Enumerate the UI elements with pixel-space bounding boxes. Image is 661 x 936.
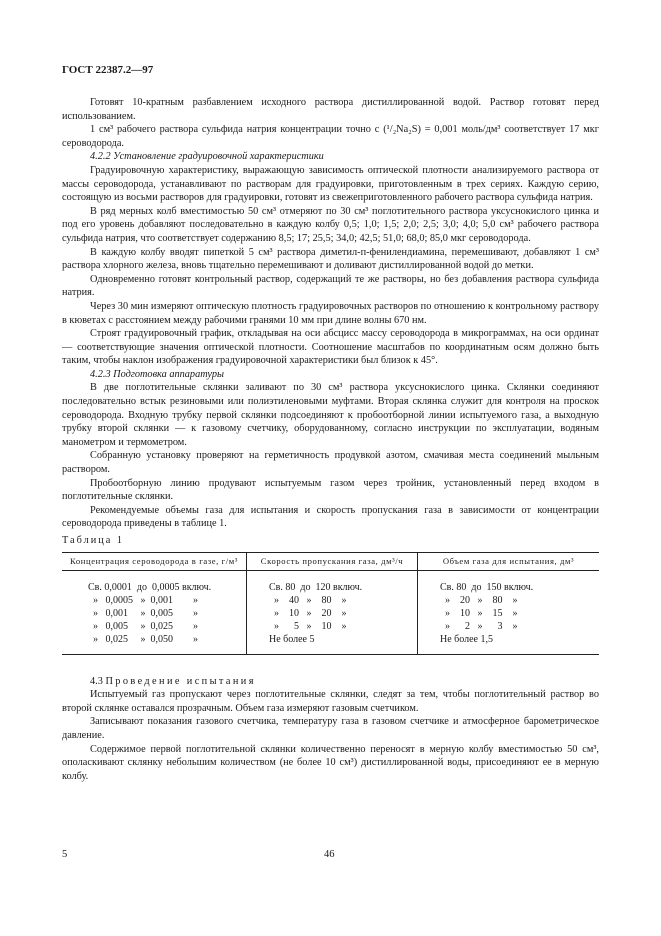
table-caption: Таблица 1: [62, 535, 125, 546]
paragraph: В две поглотительные склянки заливают по 30 см³ раствора уксуснокислого цинка. Склянки соединяют последовательно встык резиновыми или полиэтиленовыми муфтами. Вторая склянка служит для контроля на проскок сероводорода. Входную трубку первой склянки подсоединяют к пробоотборной линии испытуемого газа, а выходную трубку второй склянки — к газовому счетчику, оборудованному, согласно инструкции по эксплуатации, водяным манометром и термометром.: [62, 382, 599, 448]
document-body: [62, 96, 599, 783]
table-row: [62, 570, 599, 654]
table-cell: » 20 » 80 »: [440, 594, 518, 606]
table-cell: Св. 80 до 150 включ.: [440, 581, 534, 593]
table-cell: » 40 » 80 »: [269, 594, 347, 606]
table-column-flow-rate: [247, 570, 418, 654]
table-cell: » 2 » 3 »: [440, 620, 518, 632]
table-column-gas-volume: [418, 570, 600, 654]
page-number: 46: [324, 849, 335, 860]
paragraph: В каждую колбу вводят пипеткой 5 см³ раствора диметил-п-фенилендиамина, перемешивают, добавляют 1 см³ раствора хлорного железа, вновь тщательно перемешивают и доливают дистиллированной водой до метки.: [62, 246, 599, 272]
table-cell: » 0,025 » 0,050 »: [88, 633, 198, 645]
table-cell: Св. 0,0001 до 0,0005 включ.: [88, 581, 212, 593]
paragraph: Пробоотборную линию продувают испытуемым газом через тройник, установленный перед входом в поглотительные склянки.: [62, 477, 599, 503]
footer-left-number: 5: [62, 849, 68, 860]
table-cell: » 10 » 20 »: [269, 607, 347, 619]
table-column-concentration: [62, 570, 247, 654]
paragraph: Градуировочную характеристику, выражающую зависимость оптической плотности анализируемого раствора от массы сероводорода, устанавливают по растворам для градуировки, приготовленным в трех сериях. Каждую серию, состоящую из восьми растворов для градуировки, готовят из свежеприготовленного рабочего раствора сульфида натрия.: [62, 164, 599, 204]
section-heading-4-2-2: 4.2.2 Установление градуировочной характеристики: [90, 151, 324, 163]
paragraph: Содержимое первой поглотительной склянки количественно переносят в мерную колбу вместимостью 50 см³, ополаскивают склянку небольшим количеством (не более 10 см³) дистиллированной воды, присоединяют ее в мерную колбу.: [62, 743, 599, 782]
section-title: Проведение испытания: [105, 675, 256, 687]
paragraph: Одновременно готовят контрольный раствор, содержащий те же растворы, но без добавления раствора сульфида натрия.: [62, 273, 599, 299]
table-header-row: [62, 552, 599, 570]
document-code-header: ГОСТ 22387.2—97: [62, 64, 154, 76]
table-cell: » 0,001 » 0,005 »: [88, 607, 198, 619]
paragraph: Испытуемый газ пропускают через поглотительные склянки, следят за тем, чтобы поглотительный раствор во второй склянке оставался прозрачным. Объем газа измеряют газовым счетчиком.: [62, 689, 599, 714]
table-cell: » 5 » 10 »: [269, 620, 347, 632]
table-header-gas-volume: Объем газа для испытания, дм³: [418, 552, 600, 570]
table-cell: » 10 » 15 »: [440, 607, 518, 619]
table-cell: Св. 80 до 120 включ.: [269, 581, 363, 593]
table-cell: Не более 1,5: [440, 633, 493, 645]
table-cell: Не более 5: [269, 633, 315, 645]
paragraph: 1 см³ рабочего раствора сульфида натрия концентрации точно с (¹/₂Na₂S) = 0,001 моль/дм³ соответствует 17 мкг сероводорода.: [62, 124, 599, 149]
paragraph: Рекомендуемые объемы газа для испытания и скорость пропускания газа в зависимости от концентрации сероводорода приведены в таблице 1.: [62, 504, 599, 530]
paragraph: Готовят 10-кратным разбавлением исходного раствора дистиллированной водой. Раствор готовят перед использованием.: [62, 97, 599, 122]
section-number: 4.3: [90, 675, 103, 687]
data-table: [62, 552, 599, 655]
table-header-concentration: Концентрация сероводорода в газе, г/м³: [62, 552, 247, 570]
table-cell: » 0,0005 » 0,001 »: [88, 594, 198, 606]
section-heading-4-2-3: 4.2.3 Подготовка аппаратуры: [90, 368, 224, 380]
paragraph: В ряд мерных колб вместимостью 50 см³ отмеряют по 30 см³ поглотительного раствора уксуснокислого цинка и под его уровень добавляют последовательно в каждую колбу 0,5; 1,0; 1,5; 2,0; 2,5; 3,0; 4,0; 5,0 см³ рабочего раствора сульфида натрия, что соответствует содержанию 8,5; 17; 25,5; 34,0; 42,5; 51,0; 68,0; 85,0 мкг сероводорода.: [62, 205, 599, 244]
table-cell: » 0,005 » 0,025 »: [88, 620, 198, 632]
paragraph: Собранную установку проверяют на герметичность продувкой азотом, смачивая места соединений мыльным раствором.: [62, 450, 599, 476]
paragraph: Через 30 мин измеряют оптическую плотность градуировочных растворов по отношению к контрольному раствору в кюветах с расстоянием между рабочими гранями 10 мм при длине волны 670 нм.: [62, 300, 599, 326]
paragraph: Строят градуировочный график, откладывая на оси абсцисс массу сероводорода в микрограммах, на оси ординат — соответствующие значения оптической плотности. Соотношение масштабов по координатным осям должно быть таким, чтобы наклон изображения градуировочной характеристики был близок к 45°.: [62, 328, 599, 367]
paragraph: Записывают показания газового счетчика, температуру газа в газовом счетчике и атмосферное барометрическое давление.: [62, 716, 599, 741]
section-heading-4-3: [62, 675, 599, 689]
table-header-flow-rate: Скорость пропускания газа, дм³/ч: [247, 552, 418, 570]
